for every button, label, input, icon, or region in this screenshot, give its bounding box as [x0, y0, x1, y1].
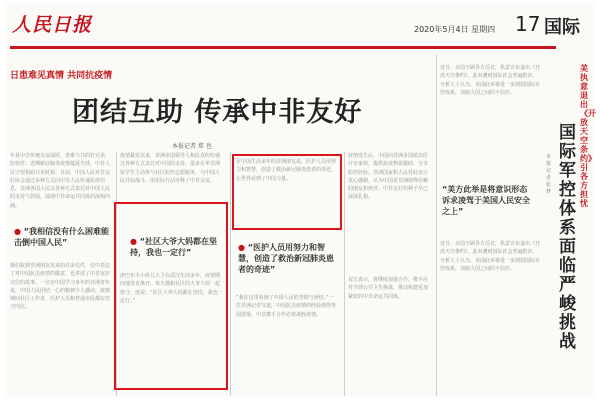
- story-kicker: 日患难见真情 共同抗疫情: [10, 71, 113, 81]
- header-rule: [10, 46, 556, 49]
- pull-quote-1-text: “我相信没有什么困难能击倒中国人民”: [14, 227, 110, 247]
- article-column-3b: [236, 294, 338, 394]
- right-story-kicker: 美执意退出《开放天空条约》引各方担忧: [580, 64, 596, 208]
- column-1b-text: 我们收到非洲朋友发来的许多信件，信中表达了对中国抗击疫情的敬意，也讲述了中非友好交往的故事。一位在中国学习多年的非洲青年说，中国人民团结一心的精神令人感动，疫情期间社区工作者、医护人员和普通市民都在坚守岗位。: [10, 263, 111, 311]
- section-name: 国际: [544, 17, 580, 38]
- newspaper-page: [6, 4, 594, 396]
- column-2-text: 疫情暴发以来，非洲多国领导人和民众纷纷通过各种方式表达对中国的支持。很多在华非洲留学生主动参与社区防控志愿服务，与中国人民并肩战斗，用实际行动诠释了中非友谊。: [120, 153, 221, 184]
- quote-bullet-icon: ●: [130, 237, 137, 246]
- pull-quote-1: [14, 226, 110, 248]
- pull-quote-2: [130, 236, 222, 258]
- article-column-4b: [348, 276, 432, 394]
- column-4-text: 疫情发生后，中国向非洲多国派出医疗专家组，提供抗疫物资援助，分享防控经验。非洲国家和人民对此表示衷心感谢，认为中国是非洲值得信赖的朋友和伙伴。中非友好的种子早已深深扎根。: [348, 153, 429, 201]
- right-story-byline: 本报记者 张 梦: [546, 154, 552, 195]
- article-column-2b: [120, 272, 224, 388]
- column-4b-text: 双方表示，将继续加强合作，携手应对全球公共卫生挑战，推动构建更加紧密的中非命运共同体。: [348, 277, 429, 300]
- article-column-4: [348, 152, 432, 272]
- pull-quote-3: [238, 242, 338, 275]
- column-divider: [230, 152, 231, 396]
- column-3b-text: “我在这里看到了中国人民的坚韧与团结。”一位非洲记者写道，中国抗击疫情的经验值得各国借鉴，中非携手合作必将战胜疫情。: [236, 295, 337, 318]
- masthead: [10, 6, 592, 46]
- quote-bullet-icon: ●: [238, 243, 245, 252]
- story-headline: 团结互助 传承中非友好: [72, 97, 363, 128]
- column-2b-text: 津巴布韦小伙儿大卫在武汉生活多年，疫情期间他没有离开，每天都和社区的大爷大妈一起值守。他说：“社区大爷大妈都在坚持，我也一定行。”: [120, 273, 223, 304]
- right-article-text: 近日，美国不顾各方反对，执意宣布退出《开放天空条约》，此举遭到国际社会普遍批评。分析人士认为，美国此举将进一步削弱国际军控体系，加剧大国之间的不信任。: [440, 65, 540, 96]
- story-byline: 本报记者 郑 也: [172, 143, 212, 150]
- pull-quote-3-text: “医护人员用努力和智慧，创造了救治新冠肺炎患者的奇迹”: [238, 243, 334, 274]
- right-article-column-b: [440, 240, 540, 394]
- article-column-3: [236, 158, 338, 226]
- right-story-headline: 国际军控体系面临严峻挑战: [559, 123, 576, 352]
- page-number: 17: [515, 12, 541, 36]
- right-article-column: [440, 64, 540, 176]
- section-divider: [436, 54, 437, 396]
- newspaper-logo: 人民日报: [12, 14, 93, 36]
- right-article-text-b: 近日，美国不顾各方反对，执意宣布退出《开放天空条约》，此举遭到国际社会普遍批评。分析人士认为，美国此举将进一步削弱国际军控体系，加剧大国之间的不信任。: [440, 241, 540, 272]
- article-column-1b: [10, 262, 112, 394]
- column-divider: [344, 152, 345, 396]
- column-3-text: 在中国生活多年的非洲朋友说，医护人员用努力和智慧，创造了救治新冠肺炎患者的奇迹，让世界看到了中国力量。: [236, 159, 337, 182]
- quote-bullet-icon: ●: [14, 227, 21, 236]
- pull-quote-2-text: “社区大爷大妈都在坚持，我也一定行”: [130, 237, 218, 257]
- right-pull-quote: “美方此举是将意识形态诉求凌驾于美国人民安全之上”: [442, 185, 530, 216]
- article-column-1: [10, 152, 112, 222]
- column-1-text: 年是中非传统友谊深厚，患难与共的好兄弟，好伙伴。近期新冠肺炎疫情蔓延全球，中非人民守望相助共克时艰。日前，中国人民对非友好协会通过多种方式向中非人民传递抗疫信息，非洲各国人民以各种方式表达对中国人民的支持与鼓励，展现中非命运共同体的深刻内涵。: [10, 153, 111, 209]
- issue-date: 2020年5月4日 星期四: [414, 25, 496, 34]
